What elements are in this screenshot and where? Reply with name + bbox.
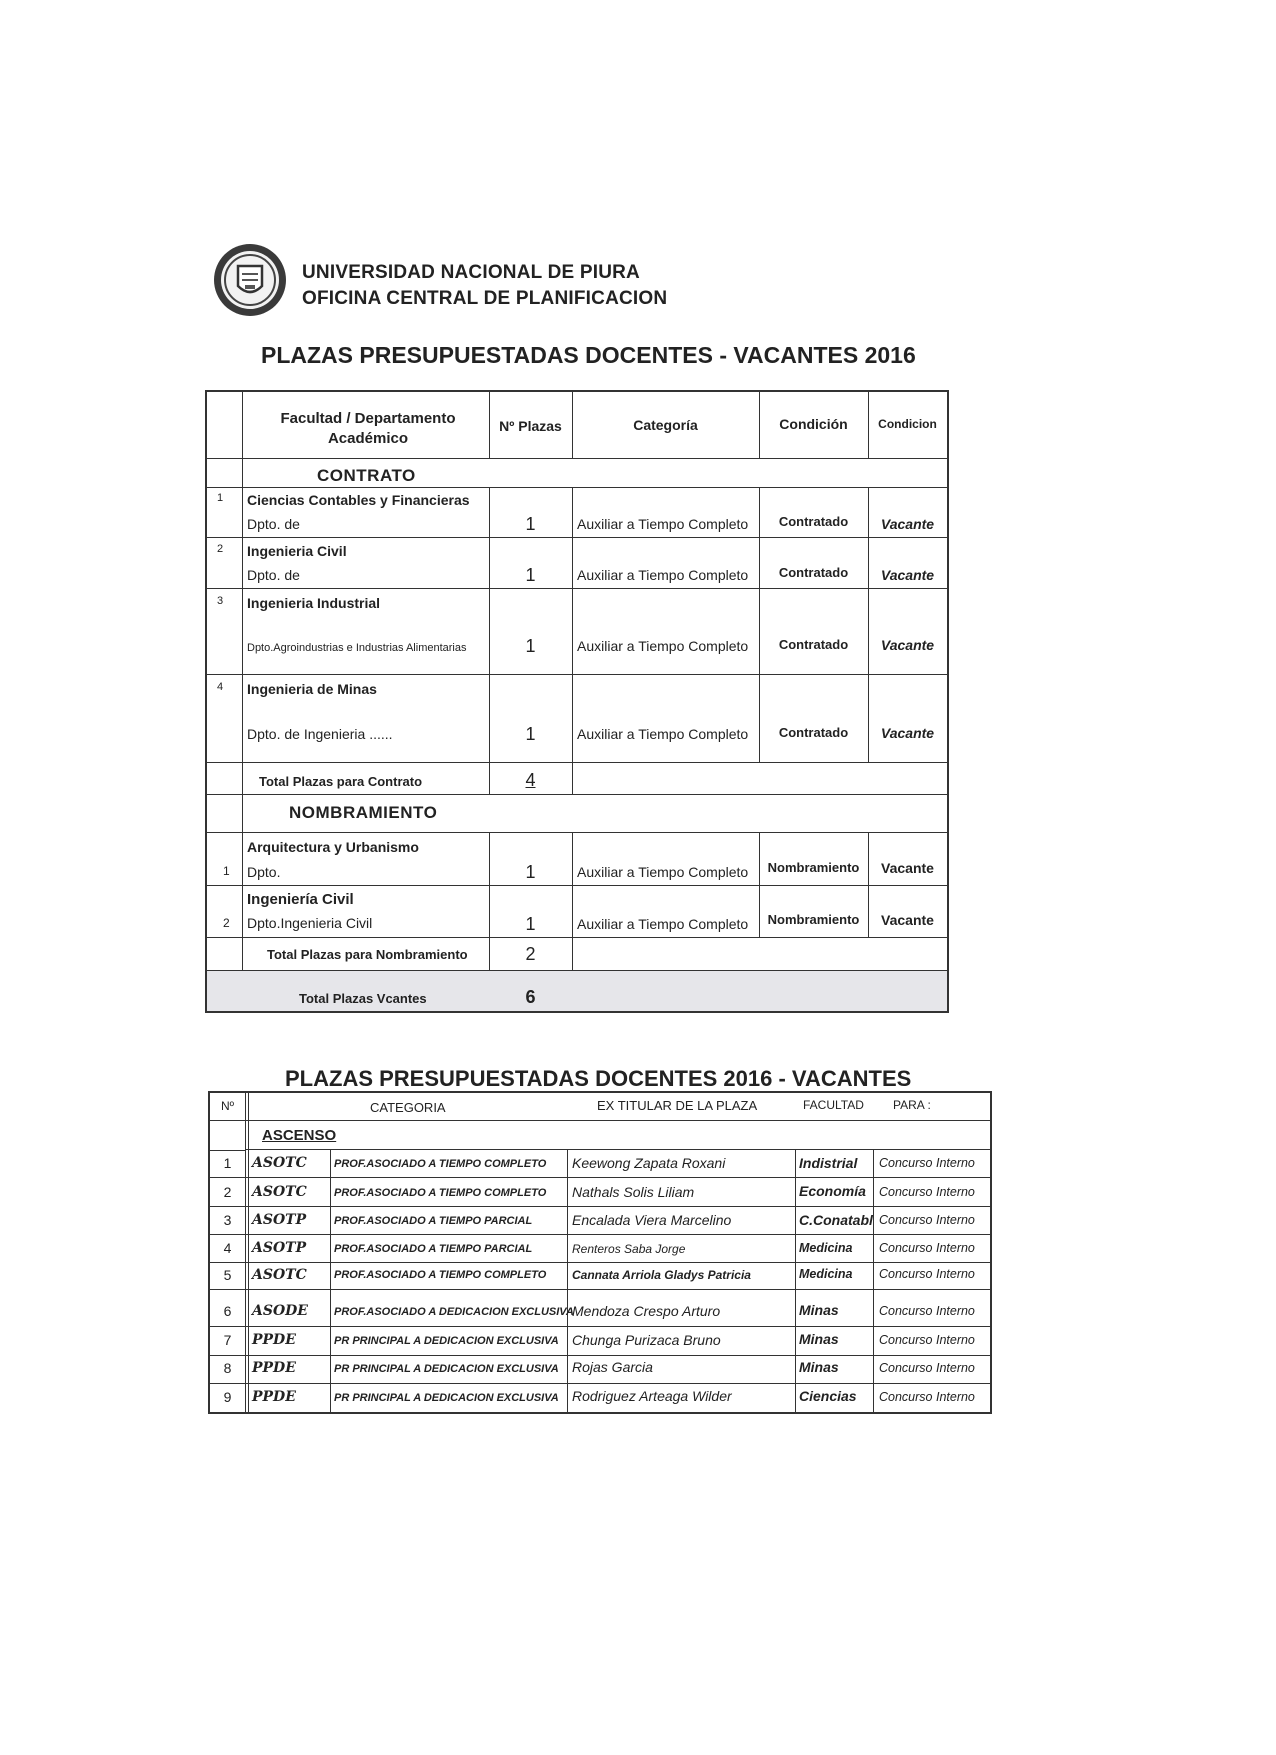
header-categoria: CATEGORIA — [370, 1100, 446, 1115]
header-plazas: Nº Plazas — [499, 418, 562, 434]
faculty-name: Ciencias Contables y Financieras — [247, 492, 470, 508]
total-contrato-value: 4 — [525, 770, 536, 790]
destination: Concurso Interno — [879, 1390, 975, 1404]
row-number: 1 — [223, 1155, 232, 1171]
department-name: Dpto. de Ingenieria ...... — [247, 726, 393, 742]
condition: Contratado — [778, 565, 849, 580]
row-number: 1 — [217, 492, 224, 504]
category-code: ASOTC — [252, 1155, 307, 1171]
department-name: Dpto. de — [247, 516, 300, 532]
destination: Concurso Interno — [879, 1241, 975, 1255]
department-name: Dpto. de — [247, 567, 300, 583]
grand-total-value: 6 — [525, 987, 536, 1007]
row-number: 4 — [223, 1240, 232, 1256]
destination: Concurso Interno — [879, 1185, 975, 1199]
condition: Contratado — [778, 514, 849, 529]
row-number: 7 — [223, 1332, 232, 1348]
header-faculty-line2: Académico — [327, 430, 409, 447]
condition: Nombramiento — [767, 912, 860, 927]
table2-title: PLAZAS PRESUPUESTADAS DOCENTES 2016 - VACANTES — [285, 1066, 912, 1091]
grand-total-label: Total Plazas Vcantes — [299, 991, 427, 1006]
former-holder: Mendoza Crespo Arturo — [572, 1303, 721, 1319]
row-number: 3 — [217, 595, 224, 607]
category-description: PROF.ASOCIADO A TIEMPO COMPLETO — [334, 1158, 547, 1170]
department-name: Dpto.Agroindustrias e Industrias Alimentarias — [247, 642, 467, 654]
condition: Contratado — [778, 725, 849, 740]
category: Auxiliar a Tiempo Completo — [577, 864, 749, 880]
category-description: PR PRINCIPAL A DEDICACION EXCLUSIVA — [334, 1335, 559, 1347]
header-categoria: Categoría — [633, 417, 698, 433]
faculty: Minas — [799, 1359, 839, 1375]
category-description: PROF.ASOCIADO A DEDICACION EXCLUSIVA — [334, 1306, 574, 1318]
university-seal-icon — [212, 242, 288, 318]
faculty: Minas — [799, 1331, 839, 1347]
status: Vacante — [880, 637, 935, 653]
former-holder: Cannata Arriola Gladys Patricia — [572, 1268, 751, 1282]
row-number: 6 — [223, 1303, 232, 1319]
table1-title: PLAZAS PRESUPUESTADAS DOCENTES - VACANTES 2016 — [261, 342, 916, 368]
category: Auxiliar a Tiempo Completo — [577, 916, 749, 932]
promotions-table — [208, 1091, 992, 1414]
destination: Concurso Interno — [879, 1333, 975, 1347]
faculty: Medicina — [799, 1241, 853, 1255]
faculty: Economía — [799, 1183, 866, 1199]
category: Auxiliar a Tiempo Completo — [577, 726, 749, 742]
status: Vacante — [881, 860, 934, 876]
header-facultad: FACULTAD — [803, 1098, 864, 1112]
status: Vacante — [880, 516, 935, 532]
category-description: PROF.ASOCIADO A TIEMPO COMPLETO — [334, 1269, 547, 1281]
faculty: C.Conatabl — [799, 1212, 873, 1228]
category-description: PROF.ASOCIADO A TIEMPO PARCIAL — [334, 1215, 533, 1227]
row-number: 5 — [223, 1267, 232, 1283]
category: Auxiliar a Tiempo Completo — [577, 516, 749, 532]
category-description: PROF.ASOCIADO A TIEMPO PARCIAL — [334, 1243, 533, 1255]
former-holder: Chunga Purizaca Bruno — [572, 1332, 721, 1348]
faculty: Minas — [799, 1302, 839, 1318]
office-name: OFICINA CENTRAL DE PLANIFICACION — [302, 288, 668, 309]
category-code: PPDE — [252, 1332, 296, 1348]
row-number: 3 — [223, 1212, 232, 1228]
category: Auxiliar a Tiempo Completo — [577, 638, 749, 654]
plazas-count: 1 — [525, 914, 536, 934]
plazas-count: 1 — [525, 724, 536, 744]
faculty: Ciencias — [799, 1388, 857, 1404]
row-number: 9 — [223, 1389, 232, 1405]
category-code: PPDE — [252, 1360, 296, 1376]
status: Vacante — [880, 725, 935, 741]
section-nombramiento: NOMBRAMIENTO — [289, 803, 438, 822]
faculty-name: Ingenieria de Minas — [247, 681, 377, 697]
row-number: 2 — [223, 1184, 232, 1200]
university-name: UNIVERSIDAD NACIONAL DE PIURA — [302, 262, 640, 283]
plazas-count: 1 — [525, 565, 536, 585]
destination: Concurso Interno — [879, 1156, 975, 1170]
former-holder: Renteros Saba Jorge — [572, 1242, 686, 1256]
destination: Concurso Interno — [879, 1213, 975, 1227]
plazas-count: 1 — [525, 636, 536, 656]
category-code: ASOTC — [252, 1267, 307, 1283]
faculty-name: Ingenieria Civil — [247, 543, 347, 559]
row-number: 2 — [223, 916, 230, 930]
header-titular: EX TITULAR DE LA PLAZA — [597, 1098, 758, 1113]
plazas-count: 1 — [525, 862, 536, 882]
row-number: 2 — [217, 543, 224, 555]
faculty-name: Ingeniería Civil — [247, 891, 354, 908]
status: Vacante — [880, 567, 935, 583]
former-holder: Encalada Viera Marcelino — [572, 1212, 732, 1228]
category-code: PPDE — [252, 1389, 296, 1405]
category-code: ASOTP — [252, 1240, 307, 1256]
row-number: 1 — [223, 864, 230, 878]
header-para: PARA : — [893, 1098, 931, 1112]
department-name: Dpto. — [247, 864, 281, 880]
plazas-count: 1 — [525, 514, 536, 534]
category-description: PR PRINCIPAL A DEDICACION EXCLUSIVA — [334, 1363, 559, 1375]
former-holder: Rodriguez Arteaga Wilder — [572, 1388, 732, 1404]
destination: Concurso Interno — [879, 1361, 975, 1375]
category-code: ASOTP — [252, 1212, 307, 1228]
row-number: 4 — [217, 681, 224, 693]
header-condicion: Condición — [779, 416, 848, 432]
status: Vacante — [881, 912, 934, 928]
category-description: PROF.ASOCIADO A TIEMPO COMPLETO — [334, 1187, 547, 1199]
section-contrato: CONTRATO — [317, 466, 416, 485]
vacancies-table — [205, 390, 949, 1013]
faculty: Medicina — [799, 1267, 853, 1281]
category-code: ASOTC — [252, 1184, 307, 1200]
category: Auxiliar a Tiempo Completo — [577, 567, 749, 583]
condition: Contratado — [778, 637, 849, 652]
total-nombramiento-label: Total Plazas para Nombramiento — [267, 947, 468, 962]
destination: Concurso Interno — [879, 1304, 975, 1318]
header-num: Nº — [220, 1099, 235, 1113]
category-code: ASODE — [252, 1303, 308, 1319]
row-number: 8 — [223, 1360, 232, 1376]
total-nombramiento-value: 2 — [525, 944, 536, 964]
category-description: PR PRINCIPAL A DEDICACION EXCLUSIVA — [334, 1392, 559, 1404]
total-contrato-label: Total Plazas para Contrato — [259, 774, 423, 789]
former-holder: Rojas Garcia — [572, 1359, 653, 1375]
faculty: Indistrial — [799, 1155, 858, 1171]
header-condicion-2: Condicion — [878, 417, 937, 431]
section-ascenso: ASCENSO — [262, 1127, 337, 1144]
department-name: Dpto.Ingenieria Civil — [247, 915, 373, 931]
header-faculty-line1: Facultad / Departamento — [280, 410, 456, 427]
destination: Concurso Interno — [879, 1267, 975, 1281]
faculty-name: Ingenieria Industrial — [247, 595, 381, 611]
faculty-name: Arquitectura y Urbanismo — [247, 839, 419, 855]
former-holder: Keewong Zapata Roxani — [572, 1155, 726, 1171]
condition: Nombramiento — [767, 860, 860, 875]
former-holder: Nathals Solis Liliam — [572, 1184, 695, 1200]
